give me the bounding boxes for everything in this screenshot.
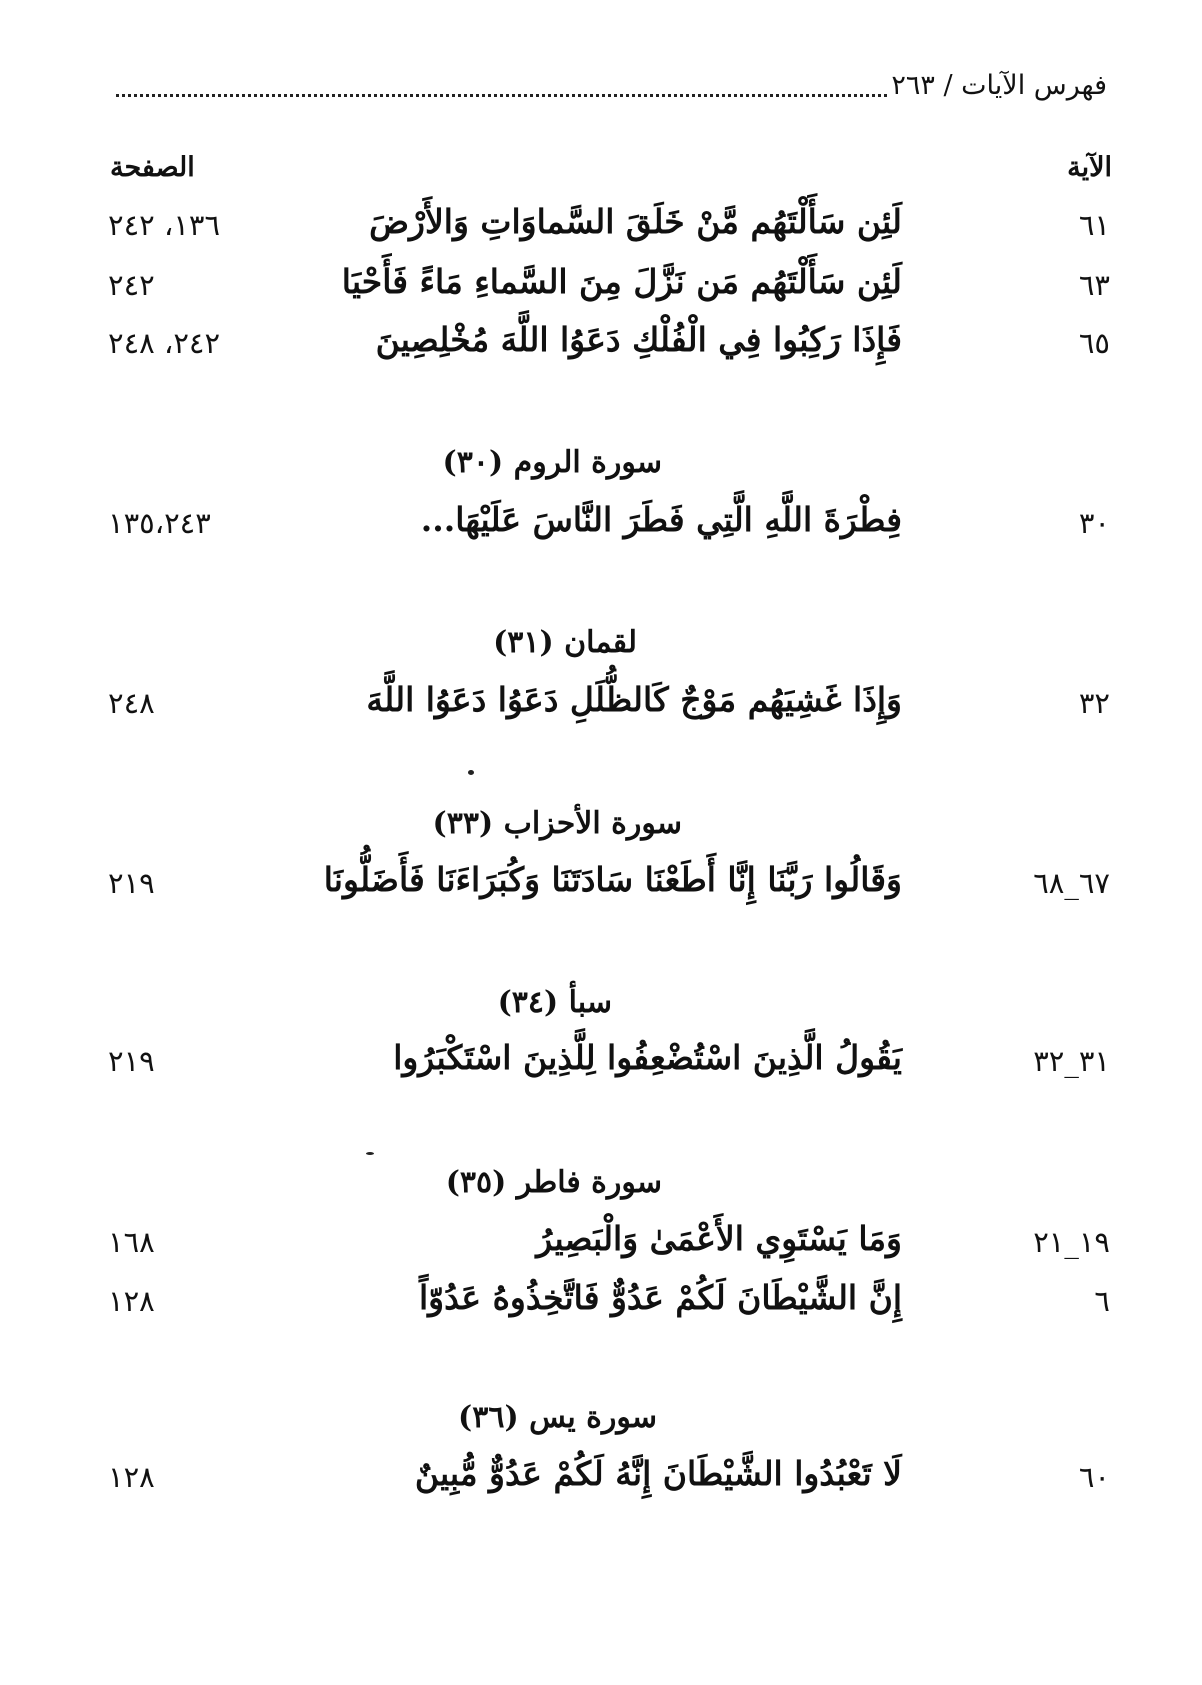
surah-heading: سبأ (٣٤) (497, 985, 612, 1020)
verse-column-header: الآية (1067, 152, 1112, 183)
verse-number: ٦٣ (1078, 268, 1110, 302)
verse-number: ٦٥ (1078, 326, 1110, 360)
verse-number: ٦ (1094, 1284, 1110, 1318)
page-refs-text: ٢١٩ (108, 866, 155, 900)
dotted-leader (116, 94, 887, 97)
verse-text: فِطْرَةَ اللَّهِ الَّتِي فَطَرَ النَّاسَ عَلَيْهَا... (420, 500, 902, 539)
page-refs (108, 1284, 308, 1318)
page-refs-text: ١٦٨ (108, 1225, 155, 1259)
surah-heading: سورة الروم (٣٠) (442, 445, 662, 480)
verse-number: ٣٠ (1078, 506, 1110, 540)
index-row (0, 678, 1202, 734)
page-refs (108, 1460, 308, 1494)
surah-heading: سورة فاطر (٣٥) (445, 1165, 662, 1200)
index-row (0, 1036, 1202, 1092)
page-refs-text: ٢٤٢ (108, 268, 155, 302)
page-refs-text: ١٢٨ (108, 1460, 155, 1494)
page-refs (108, 1225, 308, 1259)
page-refs (108, 268, 308, 302)
verse-text: لَا تَعْبُدُوا الشَّيْطَانَ إِنَّهُ لَكُمْ عَدُوٌّ مُّبِينٌ (414, 1454, 902, 1493)
page-refs-text: ١٢٨ (108, 1284, 155, 1318)
verse-number: ١٩_٢١ (1033, 1225, 1110, 1259)
page-refs (108, 1044, 308, 1078)
page-refs-text: ٢٤٢، ٢٤٨ (108, 326, 221, 360)
verse-number: ٦٠ (1078, 1460, 1110, 1494)
page-refs-text: ١٣٦، ٢٤٢ (108, 208, 221, 242)
verse-text: لَئِن سَأَلْتَهُم مَّنْ خَلَقَ السَّماوَاتِ وَالأَرْضَ (369, 202, 902, 241)
page-refs (108, 866, 308, 900)
index-row (0, 1276, 1202, 1332)
verse-text: وَمَا يَسْتَوِي الأَعْمَىٰ وَالْبَصِيرُ (536, 1219, 902, 1258)
verse-number: ٦١ (1078, 208, 1110, 242)
verse-text: وَقَالُوا رَبَّنَا إِنَّا أَطَعْنَا سَادَتَنَا وَكُبَرَاءَنَا فَأَضَلُّونَا (323, 860, 902, 899)
index-row (0, 200, 1202, 256)
surah-heading: سورة يس (٣٦) (458, 1400, 657, 1435)
verse-number: ٣١_٣٢ (1033, 1044, 1110, 1078)
verse-text: لَئِن سَأَلْتَهُم مَن نَزَّلَ مِنَ السَّماءِ مَاءً فَأَحْيَا (341, 262, 902, 301)
print-speck (366, 1152, 374, 1155)
verse-text: يَقُولُ الَّذِينَ اسْتُضْعِفُوا لِلَّذِينَ اسْتَكْبَرُوا (393, 1038, 902, 1077)
surah-heading: لقمان (٣١) (493, 625, 637, 660)
verse-text: فَإِذَا رَكِبُوا فِي الْفُلْكِ دَعَوُا اللَّهَ مُخْلِصِينَ (375, 320, 902, 359)
page-refs-text: ٢١٩ (108, 1044, 155, 1078)
index-row (0, 260, 1202, 316)
page-refs (108, 506, 308, 540)
verse-text: وَإِذَا غَشِيَهُم مَوْجٌ كَالظُّلَلِ دَعَوُا دَعَوُا اللَّهَ (366, 680, 902, 719)
index-row (0, 1217, 1202, 1273)
index-row (0, 1452, 1202, 1508)
page-refs-text: ١٣٥،٢٤٣ (108, 506, 211, 540)
index-row (0, 498, 1202, 554)
running-head-title: فهرس الآيات / ٢٦٣ (891, 70, 1107, 101)
page-column-header: الصفحة (110, 152, 195, 183)
running-head (110, 70, 1107, 101)
index-row (0, 858, 1202, 914)
index-row (0, 318, 1202, 374)
page-refs-text: ٢٤٨ (108, 686, 155, 720)
verse-number: ٦٧_٦٨ (1033, 866, 1110, 900)
print-speck (468, 770, 474, 775)
verse-number: ٣٢ (1078, 686, 1110, 720)
page-refs (108, 326, 308, 360)
page-refs (108, 686, 308, 720)
verse-text: إِنَّ الشَّيْطَانَ لَكُمْ عَدُوٌّ فَاتَّخِذُوهُ عَدُوّاً (419, 1278, 902, 1317)
page-refs (108, 208, 308, 242)
surah-heading: سورة الأحزاب (٣٣) (432, 806, 682, 841)
